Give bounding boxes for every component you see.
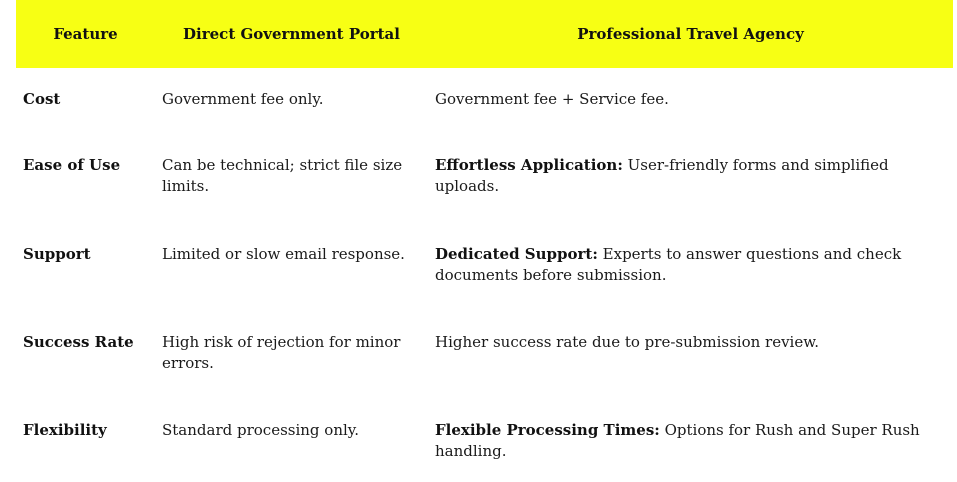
agency-text: User-friendly forms and simplified uploads. (435, 156, 889, 195)
portal-cell: High risk of rejection for minor errors. (162, 333, 401, 372)
header-row (16, 0, 953, 68)
feature-cell: Ease of Use (23, 156, 121, 174)
agency-lead: Flexible Processing Times: (435, 421, 660, 439)
table-row-success-rate (16, 310, 953, 398)
feature-cell: Flexibility (23, 421, 107, 439)
agency-text: Options for Rush and Super Rush handling. (435, 421, 920, 460)
table-body (16, 68, 953, 482)
table-row-cost (16, 68, 953, 134)
comparison-table (16, 0, 953, 482)
portal-cell: Government fee only. (162, 90, 324, 108)
header-direct-portal: Direct Government Portal (183, 25, 400, 43)
portal-cell: Limited or slow email response. (162, 245, 405, 263)
portal-cell: Can be technical; strict file size limits. (162, 156, 403, 195)
agency-cell (428, 68, 953, 134)
agency-text: Higher success rate due to pre-submission review. (435, 333, 820, 351)
agency-lead: Effortless Application: (435, 156, 623, 174)
feature-cell: Support (23, 245, 91, 263)
agency-lead: Dedicated Support: (435, 245, 598, 263)
table-row-flexibility (16, 398, 953, 482)
agency-text: Experts to answer questions and check documents before submission. (435, 245, 902, 284)
header-feature: Feature (53, 25, 118, 43)
header-travel-agency: Professional Travel Agency (577, 25, 804, 43)
feature-cell: Success Rate (23, 333, 134, 351)
agency-text: Government fee + Service fee. (435, 90, 669, 108)
table-header (16, 0, 953, 68)
agency-cell (428, 398, 953, 482)
agency-cell (428, 310, 953, 398)
portal-cell: Standard processing only. (162, 421, 360, 439)
table-row-support (16, 222, 953, 310)
agency-cell (428, 134, 953, 222)
table-row-ease-of-use (16, 134, 953, 222)
feature-cell: Cost (23, 90, 61, 108)
agency-cell (428, 222, 953, 310)
